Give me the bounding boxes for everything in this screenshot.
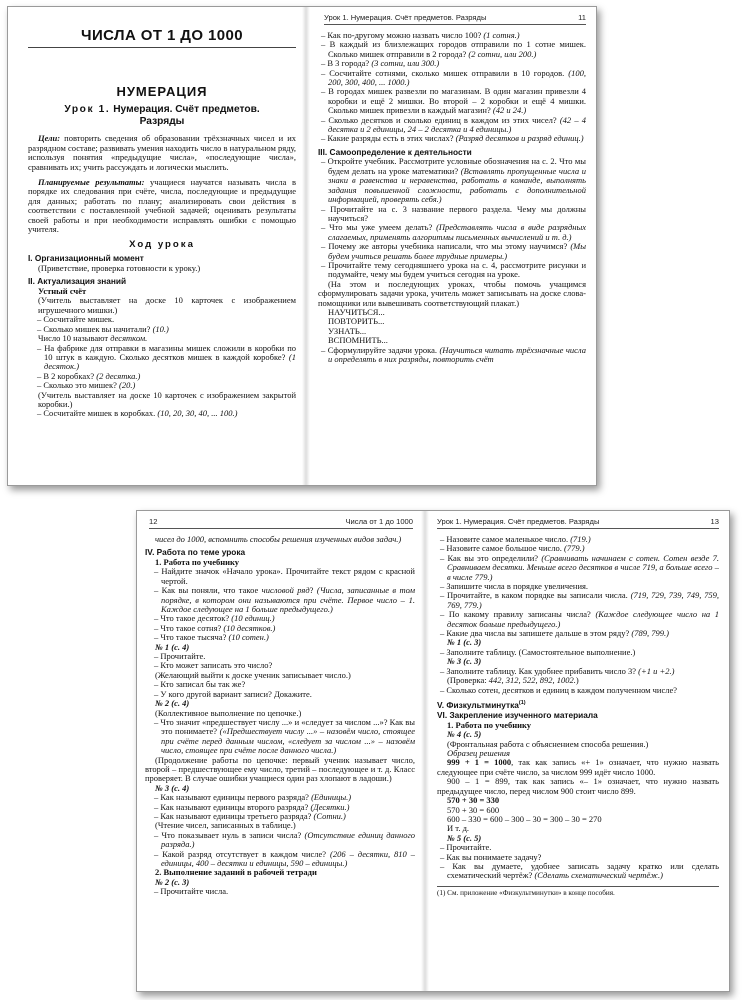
- question: – Что мы уже умеем делать?: [321, 222, 437, 233]
- dialogue-line: – У кого другой вариант записи? Докажите.: [154, 688, 312, 699]
- answer: (10 сотен.): [228, 632, 269, 643]
- answer: (Каждое следующее число на 1 десяток больше предыдущего.): [447, 609, 719, 629]
- solution-line: 600 – 330 = 600 – 300 – 30 = 300 – 30 = 270: [447, 813, 602, 824]
- dialogue-line: [28, 344, 296, 372]
- answer: чисел до 1000, вспомнить способы решения изученных видов задач.): [155, 535, 402, 544]
- question: – Сколько мишек вы начитали?: [37, 323, 153, 334]
- section-heading: VI. Закрепление изученного материала: [437, 710, 598, 721]
- answer: (10 десятков.): [223, 622, 276, 633]
- question: – Откройте учебник. Рассмотрите условные обозначения на с. 2. Что мы будем делать на уроке математики?: [321, 156, 586, 176]
- question-mark: ?: [309, 585, 317, 596]
- answer: (Десятки.): [310, 801, 350, 812]
- section-heading: III. Самоопределение к деятельности: [318, 146, 472, 157]
- header-title: Числа от 1 до 1000: [345, 517, 413, 526]
- helper-word: ВСПОМНИТЬ...: [328, 335, 388, 346]
- answer: (3 сотни, или 300.): [371, 58, 440, 69]
- question: – На фабрике для отправки в магазины мишек сложили в коробки по 10 штук в каждую. Сколько десятков мишек в каждой коробке?: [37, 342, 296, 362]
- answer: («Предшествует числу ...» – назовём число, стоящее при счёте перед данным числом, «следует за числом ...» – назовём число, стоящее при счёте после данного числа.): [161, 726, 415, 756]
- solution-line: 900 – 1 = 899, так как запись «– 1» означает, что нужно назвать предыдущее число, перед числом 900 стоит число 899.: [437, 776, 719, 796]
- question: – Сосчитайте сотнями, сколько мишек отправили в 10 городов.: [321, 67, 569, 78]
- footnote: (1) См. приложение «Физкультминутки» в конце пособия.: [437, 886, 719, 898]
- answer: (1 сотня.): [483, 31, 520, 40]
- goals-label: Цели:: [38, 133, 61, 144]
- question: – Назовите самое маленькое число.: [440, 535, 571, 544]
- dialogue-line: – Найдите значок «Начало урока». Прочитайте текст рядом с красной чертой.: [154, 566, 415, 586]
- running-header: [149, 517, 413, 526]
- answer: (Числа, записанные в том порядке, в котором они называются при счёте. Первое число – 1. Каждое следующее на 1 больше предыдущего.): [161, 585, 415, 615]
- paragraph: (Учитель выставляет на доске 10 карточек с изображением закрытой коробки.): [38, 389, 296, 409]
- question: – Почему же авторы учебника написали, что мы этому научимся?: [321, 241, 571, 252]
- question: – В 3 города?: [321, 58, 372, 69]
- answer: (779.): [564, 543, 585, 554]
- chapter-title: ЧИСЛА ОТ 1 ДО 1000: [28, 25, 296, 48]
- question: – Какие два числа вы запишете дальше в этом ряду?: [440, 628, 632, 639]
- page-right-top: [318, 31, 586, 485]
- task-label: № 2 (с. 4): [155, 698, 190, 709]
- sample-label-text: Образец решения: [447, 748, 511, 759]
- dialogue-line: – Прочитайте числа.: [154, 886, 229, 897]
- book-gutter: [302, 7, 310, 485]
- lesson-title-text: Нумерация. Счёт предметов.: [113, 104, 260, 115]
- dialogue-line: [437, 591, 719, 610]
- question: – Назовите самое большое число.: [440, 543, 565, 554]
- bottom-spread: [136, 510, 730, 992]
- dialogue-line: – Прочитайте тему сегодняшнего урока на с. 4, рассмотрите рисунки и подумайте, чему мы будем учиться сегодня на уроке.: [321, 259, 586, 280]
- question: – Сформулируйте задачи урока.: [321, 344, 440, 355]
- dialogue-line: – Прочитайте на с. 3 название первого раздела. Чему мы должны научиться?: [321, 203, 586, 223]
- dialogue-line: [318, 346, 586, 365]
- header-rule: [324, 24, 586, 25]
- planned-results: [28, 178, 296, 234]
- running-header: [324, 13, 586, 22]
- header-rule: [437, 528, 719, 529]
- solution-line: И т. д.: [447, 823, 470, 834]
- answer: (Отсутствие единиц данного разряда.): [161, 829, 415, 850]
- answer: (Представлять числа в виде разрядных слагаемых, применять алгоритмы письменных вычислений и т. д.): [328, 222, 586, 242]
- question: – Что такое сотня?: [154, 622, 224, 633]
- text: (Проверка:: [447, 675, 489, 686]
- question: – Что такое тысяча?: [154, 632, 229, 643]
- paragraph: (Желающий выйти к доске ученик записывает число.): [155, 669, 351, 680]
- dialogue-line: [145, 850, 415, 869]
- page-number: 13: [710, 517, 719, 526]
- answer: (Сравнивать начинаем с сотен. Сотен везде 7. Сравниваем десятки. Меньше всего десятков в числе 719, а больше всего – в числе 779.): [447, 552, 719, 582]
- top-spread: [7, 6, 597, 486]
- term: числовой ряд: [261, 585, 310, 596]
- dialogue-line: [318, 157, 586, 204]
- page-left-top: [28, 25, 296, 485]
- page-number: 11: [578, 13, 586, 22]
- question: – Что такое десяток?: [154, 613, 232, 624]
- question: – Как называют единицы первого разряда?: [154, 792, 312, 803]
- dialogue-line: [318, 87, 586, 115]
- paragraph: (Продолжение работы по цепочке: первый ученик называет число, второй – предшествующее ему число, третий – последующее и т. д. Класс проверяет. В случае ошибки учащиеся один раз хлопают в ладоши.): [145, 754, 415, 784]
- answer: (100, 200, 300, 400, ... 1000.): [328, 67, 586, 88]
- answer: (Сделать схематический чертёж.): [534, 870, 663, 881]
- dialogue-line: [145, 718, 415, 756]
- question: – Прочитайте, в каком порядке вы записали числа.: [440, 590, 631, 601]
- question: – Как вы поняли, что такое: [154, 585, 262, 596]
- dialogue-line: [318, 40, 586, 59]
- paragraph: (Учитель выставляет на доске 10 карточек с изображением игрушечного мишки.): [38, 295, 296, 315]
- question: – Какой разряд отсутствует в каждом числе?: [154, 848, 331, 859]
- dialogue-line: [318, 242, 586, 261]
- lesson-title: [28, 104, 296, 128]
- answer: (Вставлять пропущенные числа и знаки в равенства и неравенства, работать в команде, выполнять задания повышенной сложности, работать с дополнительной информацией, проверять себя.): [328, 165, 586, 205]
- section-title: V. Физкультминутка: [437, 699, 519, 710]
- question: – Сколько это мишек?: [37, 380, 119, 391]
- solution-line: 570 + 30 = 600: [447, 804, 500, 815]
- equation: 999 + 1 = 1000: [447, 757, 512, 768]
- footnote-mark: (1): [518, 699, 526, 706]
- task-label: № 4 (с. 5): [447, 729, 482, 740]
- answer: (Сотни.): [313, 810, 346, 821]
- answer: (719.): [570, 535, 591, 544]
- task-label: № 1 (с. 3): [447, 637, 482, 648]
- section-heading: IV. Работа по теме урока: [145, 547, 246, 558]
- section-heading: II. Актуализация знаний: [28, 276, 127, 287]
- answer: (42 и 24.): [492, 105, 527, 116]
- dialogue-line: [28, 409, 296, 418]
- subheading: 1. Работа по учебнику: [447, 719, 532, 730]
- helper-word: ПОВТОРИТЬ...: [328, 316, 385, 327]
- header-rule: [149, 528, 413, 529]
- task-label: № 3 (с. 3): [447, 656, 482, 667]
- dialogue-line: [437, 554, 719, 582]
- question: – Как называют единицы третьего разряда?: [154, 810, 314, 821]
- paragraph: (Коллективное выполнение по цепочке.): [155, 707, 302, 718]
- equation: 570 + 30 = 330: [447, 795, 500, 806]
- answer: (10, 20, 30, 40, ... 100.): [157, 408, 238, 419]
- dialogue-line: [318, 116, 586, 135]
- section-title: НУМЕРАЦИЯ: [116, 84, 208, 99]
- subheading: 1. Работа по учебнику: [155, 557, 240, 567]
- question: – Как вы думаете, удобнее записать задачу кратко или сделать схематический чертёж?: [440, 860, 719, 881]
- question: – Как называют единицы второго разряда?: [154, 801, 311, 812]
- question: – Как вы это определили?: [440, 552, 542, 563]
- helper-word: УЗНАТЬ...: [328, 325, 367, 336]
- paragraph: (На этом и последующих уроках, чтобы помочь учащимся сформулировать задачи урока, учитель может записывать на доске слова-помощники или вывешивать соответствующий плакат.): [318, 278, 586, 308]
- header-title: Урок 1. Нумерация. Счёт предметов. Разряды: [324, 13, 487, 22]
- answer: 442, 312, 522, 892, 1002.: [488, 675, 576, 686]
- answer: (10 единиц.): [231, 613, 275, 624]
- answer: (10.): [152, 323, 169, 334]
- dialogue-line: [145, 586, 415, 614]
- dialogue-line: – Запишите числа в порядке увеличения.: [440, 581, 589, 592]
- subheading: Устный счёт: [38, 286, 87, 297]
- lesson-plan-title: Ход урока: [129, 239, 195, 251]
- answer: (719, 729, 739, 749, 759, 769, 779.): [447, 590, 719, 610]
- header-title: Урок 1. Нумерация. Счёт предметов. Разряды: [437, 517, 600, 526]
- dialogue-line: [145, 831, 415, 850]
- answer: (2 десятка.): [96, 370, 141, 381]
- subheading: 2. Выполнение заданий в рабочей тетради: [155, 867, 317, 878]
- question: – В 2 коробках?: [37, 370, 97, 381]
- answer: (206 – десятки, 810 – единицы, 400 – десятки и единицы, 590 – единицы.): [161, 848, 415, 868]
- paragraph: [145, 535, 415, 544]
- text: Число 10 называют: [38, 333, 111, 344]
- goals-text: повторить сведения об образовании трёхзначных чисел и их разрядном составе; развивать умения находить число в натуральном ряду, используя понятия «предыдущие числа», «последующие числа», сравнивать их; учить рассуждать и логически мыслить.: [28, 133, 296, 172]
- answer: (42 – 4 десятка и 2 единицы, 24 – 2 десятка и 4 единицы.): [328, 114, 586, 135]
- question: – Заполните таблицу. Как удобнее прибавить число 3?: [440, 665, 639, 676]
- task-label: № 3 (с. 4): [155, 782, 190, 793]
- answer: (1 десяток.): [44, 351, 296, 372]
- question: – Какие разряды есть в этих числах?: [321, 133, 456, 144]
- dialogue-line: – Сколько сотен, десятков и единиц в каждом полученном числе?: [440, 684, 678, 695]
- dialogue-line: – Заполните таблицу. (Самостоятельное выполнение.): [440, 646, 636, 657]
- section-heading: I. Организационный момент: [28, 253, 144, 264]
- section-heading: [437, 699, 719, 710]
- answer: (789, 799.): [631, 628, 669, 639]
- question: – Сколько десятков и сколько единиц в каждом из этих чисел?: [321, 114, 560, 125]
- answer: (2 сотни, или 200.): [468, 48, 537, 59]
- lesson-title-line2: Разряды: [139, 116, 185, 128]
- question: – Как по-другому можно назвать число 100?: [321, 31, 484, 40]
- results-label: Планируемые результаты:: [38, 177, 145, 188]
- lesson-goals: [28, 134, 296, 172]
- answer: (Научиться читать трёхзначные числа и определять в них разряды, повторить счёт: [328, 344, 586, 364]
- dialogue-line: – Кто может записать это число?: [154, 660, 273, 671]
- dialogue-line: [437, 862, 719, 881]
- question: – В каждый из близлежащих городов отправили по 1 сотне мишек. Сколько мишек отправили в 2 города?: [321, 39, 586, 59]
- helper-word: НАУЧИТЬСЯ...: [328, 306, 385, 317]
- paragraph: (Приветствие, проверка готовности к уроку.): [38, 263, 201, 274]
- answer: (Единицы.): [311, 792, 352, 803]
- page-left-bottom: [145, 535, 415, 991]
- page-right-bottom: [437, 535, 719, 991]
- page-number: 12: [149, 517, 158, 526]
- text: ): [575, 675, 579, 686]
- running-header: [437, 517, 719, 526]
- dialogue-line: – Сосчитайте мишек.: [37, 314, 115, 325]
- question: – Что значит «предшествует числу ...» и «следует за числом ...»? Как вы это понимаете?: [154, 716, 415, 737]
- dialogue-line: – Кто записал бы так же?: [154, 679, 246, 690]
- dialogue-line: – Как вы понимаете задачу?: [440, 851, 542, 862]
- question: – Сосчитайте мишек в коробках.: [37, 408, 158, 419]
- answer: (+1 и +2.): [638, 665, 675, 676]
- dialogue-line: [318, 134, 586, 143]
- answer: (20.): [118, 380, 136, 391]
- dialogue-line: – Прочитайте.: [154, 651, 206, 662]
- paragraph: (Фронтальная работа с объяснением способа решения.): [447, 738, 649, 749]
- question: – Что показывает нуль в записи числа?: [154, 829, 305, 840]
- term: десятком.: [110, 333, 148, 344]
- dialogue-line: – Прочитайте.: [440, 842, 492, 853]
- paragraph: (Чтение чисел, записанных в таблице.): [155, 820, 296, 831]
- answer: (Разряд десятков и разряд единиц.): [455, 133, 584, 144]
- dialogue-line: [318, 223, 586, 242]
- answer: (Мы будем учиться решать более трудные примеры.): [328, 241, 586, 261]
- question: – По какому правилу записаны числа?: [440, 609, 596, 620]
- lesson-number: Урок 1.: [64, 104, 111, 115]
- question: – В городах мишек развезли по магазинам. В один магазин привезли 4 коробки и ещё 2 мишки. Во второй – 2 коробки и ещё 4 мишки. Сколько мишек привезли в каждый магазин?: [321, 86, 586, 116]
- results-text: учащиеся научатся называть числа в порядке их следования при счёте, числа, последующие и предыдущие для данных; работать по плану; анализировать свои действия в соответствии с поставленной учебной задачей; оценивать результаты своей работы и при необходимости исправлять ошибки с помощью учителя.: [28, 177, 296, 235]
- dialogue-line: [318, 69, 586, 88]
- task-label: № 1 (с. 4): [155, 641, 190, 652]
- solution-line: [437, 758, 719, 777]
- dialogue-line: [437, 610, 719, 629]
- task-label: № 5 (с. 5): [447, 832, 482, 843]
- book-gutter: [421, 511, 429, 991]
- task-label: № 2 (с. 3): [155, 876, 190, 887]
- explanation: , так как запись «+ 1» означает, что нужно назвать следующее при счёте число, за числом 999 идёт число 1000.: [437, 757, 719, 777]
